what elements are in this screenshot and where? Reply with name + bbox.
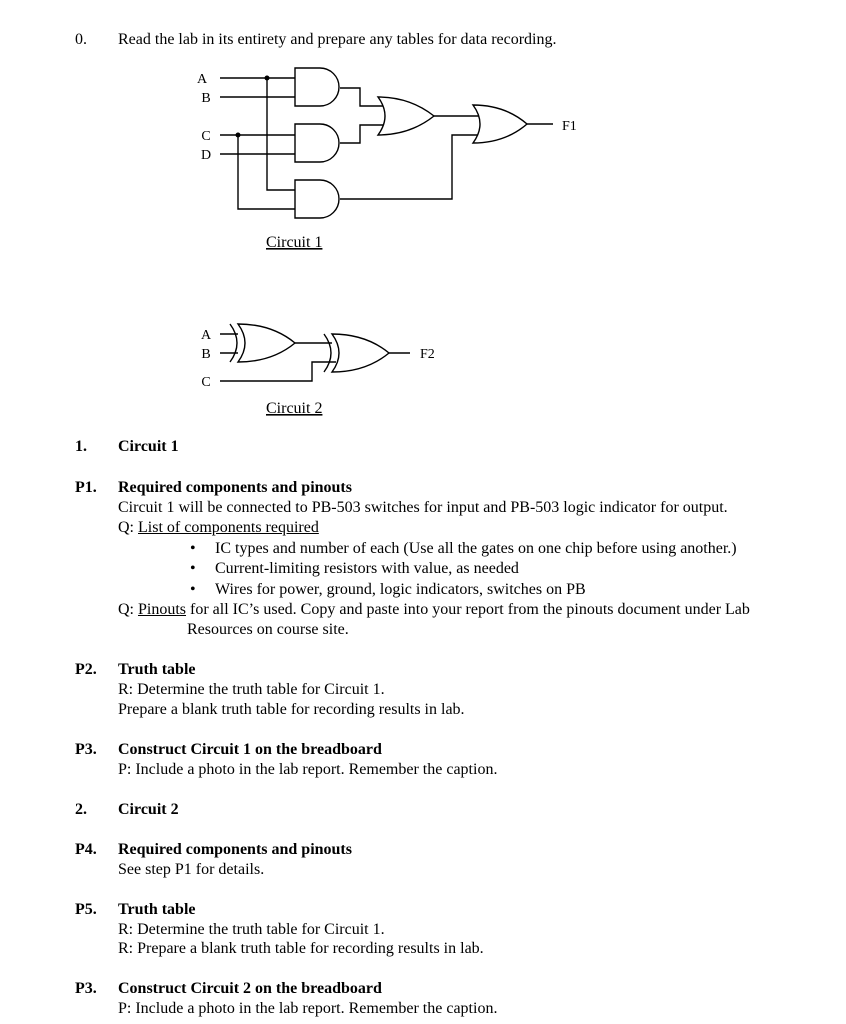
output-f2-label: F2	[420, 347, 435, 362]
step-text: See step P1 for details.	[118, 861, 265, 878]
step-text: R: Determine the truth table for Circuit 1.	[118, 681, 385, 698]
input-a-label: A	[200, 328, 212, 343]
section-title: Circuit 1	[118, 438, 179, 455]
step-number: P4.	[75, 841, 97, 858]
bullet-item: •	[190, 560, 196, 577]
input-b-label: B	[201, 91, 211, 106]
and-gate-3	[295, 180, 339, 218]
input-a-label: A	[196, 72, 208, 87]
step-text: R: Prepare a blank truth table for recording results in lab.	[118, 940, 484, 957]
step-number: P5.	[75, 901, 97, 918]
step-title: Truth table	[118, 661, 196, 678]
step-number: P2.	[75, 661, 97, 678]
bullet-item: •	[190, 540, 196, 557]
step-text: P: Include a photo in the lab report. Remember the caption.	[118, 761, 498, 778]
step-number: P1.	[75, 479, 97, 496]
input-b-label: B	[201, 347, 211, 362]
step-text: R: Determine the truth table for Circuit 1.	[118, 921, 385, 938]
xor-gate-1	[238, 324, 295, 362]
or-gate-2	[473, 105, 527, 143]
section-number: 2.	[75, 801, 87, 818]
bullet-item: •	[190, 581, 196, 598]
section-title: Circuit 2	[118, 801, 179, 818]
circuit-1-diagram	[0, 0, 846, 260]
components-link[interactable]: List of components required	[138, 519, 319, 536]
xor-gate-1-back	[230, 324, 237, 362]
junction-dot	[265, 76, 270, 81]
and-gate-1	[295, 68, 339, 106]
step-title: Truth table	[118, 901, 196, 918]
input-c-label: C	[201, 375, 211, 390]
step-text: Circuit 1 will be connected to PB-503 switches for input and PB-503 logic indicator for output.	[118, 499, 728, 516]
xor-gate-2	[332, 334, 389, 372]
circuit-2-caption: Circuit 2	[266, 400, 323, 417]
step-title: Construct Circuit 1 on the breadboard	[118, 741, 382, 758]
junction-dot	[236, 133, 241, 138]
question-components	[118, 518, 319, 538]
question-prefix: Q:	[118, 519, 138, 536]
step-number: P3.	[75, 980, 97, 997]
question-prefix: Q:	[118, 601, 138, 618]
output-f1-label: F1	[562, 119, 577, 134]
step-title: Required components and pinouts	[118, 841, 352, 858]
circuit-2-diagram	[0, 300, 846, 420]
or-gate-1	[378, 97, 434, 135]
question-text: Resources on course site.	[187, 621, 349, 638]
question-text: for all IC’s used. Copy and paste into your report from the pinouts document under Lab	[186, 601, 750, 618]
bullet-text: Wires for power, ground, logic indicators, switches on PB	[215, 581, 586, 598]
circuit-1-caption: Circuit 1	[266, 234, 323, 251]
input-d-label: D	[200, 148, 212, 163]
step-number: 0.	[75, 31, 87, 48]
step-text: Prepare a blank truth table for recording results in lab.	[118, 701, 465, 718]
section-number: 1.	[75, 438, 87, 455]
step-number: P3.	[75, 741, 97, 758]
step-text: Read the lab in its entirety and prepare any tables for data recording.	[118, 31, 557, 48]
xor-gate-2-back	[324, 334, 331, 372]
step-title: Construct Circuit 2 on the breadboard	[118, 980, 382, 997]
bullet-text: Current-limiting resistors with value, as needed	[215, 560, 519, 577]
input-c-label: C	[201, 129, 211, 144]
question-pinouts	[118, 600, 750, 620]
step-title: Required components and pinouts	[118, 479, 352, 496]
bullet-text: IC types and number of each (Use all the gates on one chip before using another.)	[215, 540, 737, 557]
and-gate-2	[295, 124, 339, 162]
step-text: P: Include a photo in the lab report. Remember the caption.	[118, 1000, 498, 1017]
pinouts-link[interactable]: Pinouts	[138, 601, 187, 618]
